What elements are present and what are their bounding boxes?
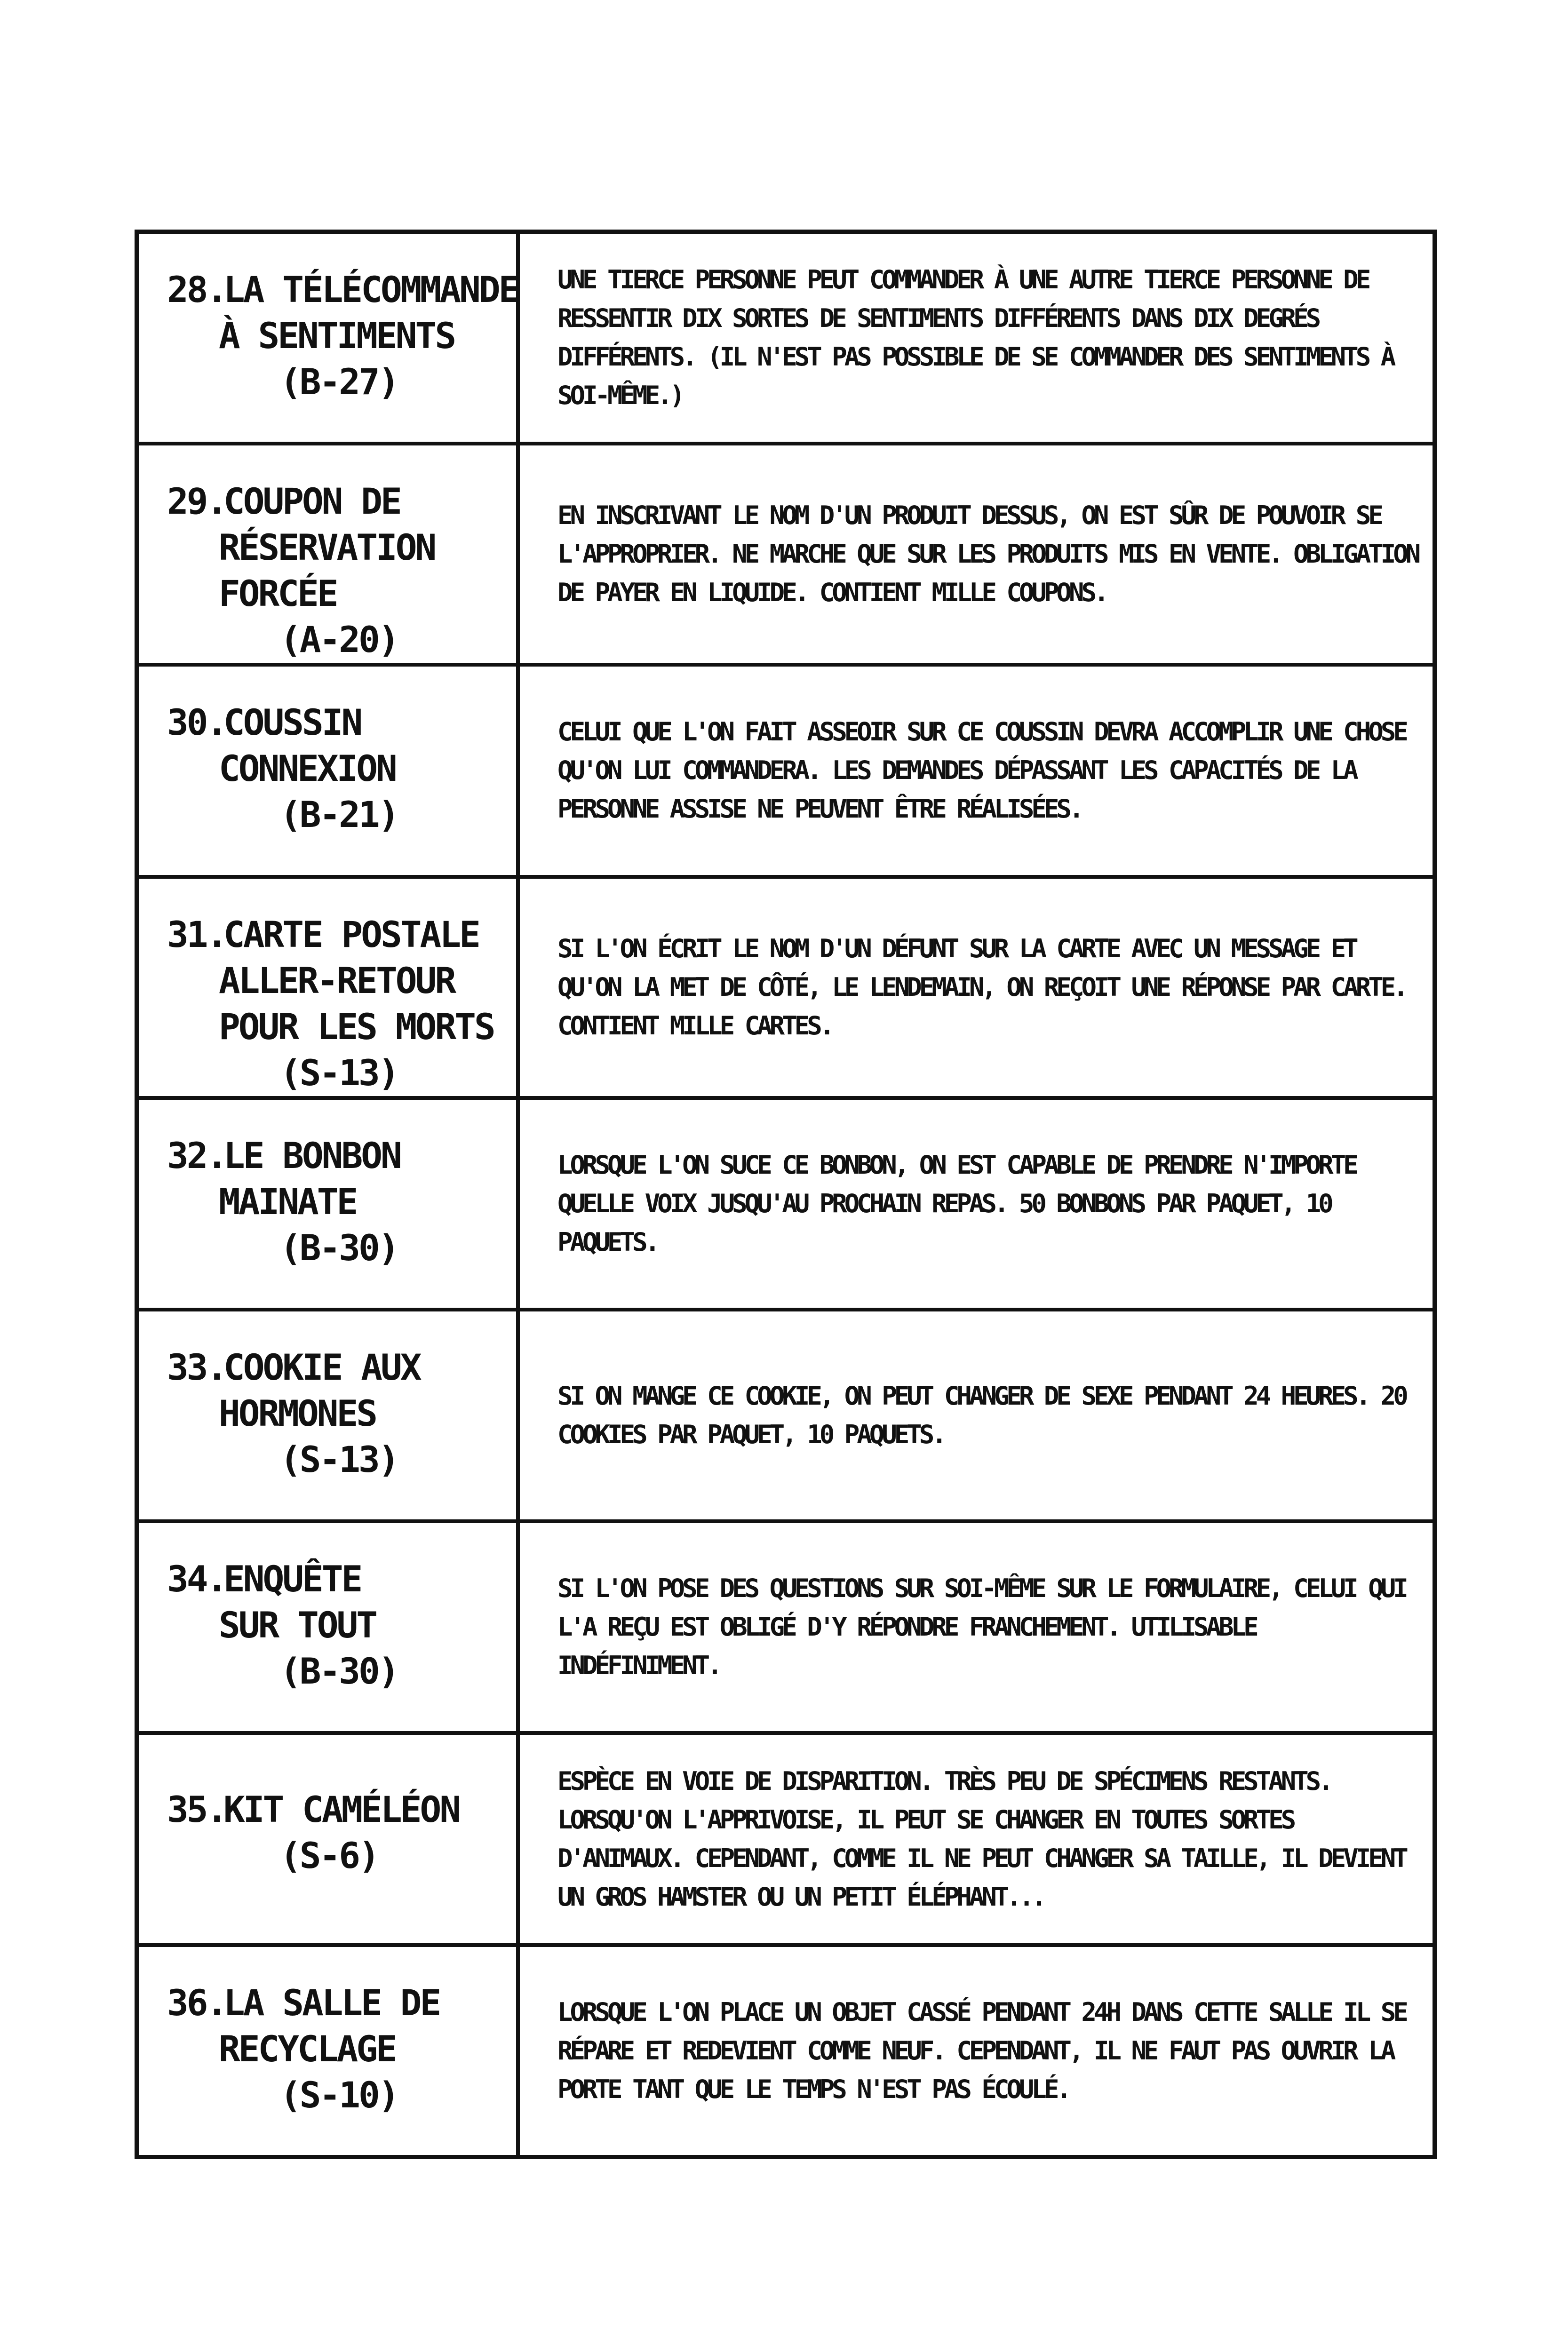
item-name-line: LA TÉLÉCOMMANDE	[223, 269, 518, 310]
item-name-line: RÉSERVATION	[219, 526, 435, 569]
item-code: (B-30)	[280, 1226, 398, 1269]
item-code: (S-13)	[280, 1051, 398, 1094]
item-description: EN INSCRIVANT LE NOM D'UN PRODUIT DESSUS, ON EST SÛR DE POUVOIR SE L'APPROPRIER. NE MARCHE QUE SUR LES PRODUITS MIS EN VENTE. OBLIGATION DE PAYER EN LIQUIDE. CONTIENT MILLE COUPONS.	[557, 501, 1418, 608]
item-description-cell	[520, 234, 1433, 442]
item-description-cell	[520, 445, 1433, 663]
item-name-line: LE BONBON	[223, 1134, 400, 1176]
item-code: (S-13)	[280, 1438, 398, 1480]
gadget-table	[135, 230, 1437, 2159]
item-number: 36.	[167, 1981, 226, 2024]
item-name-cell	[139, 445, 520, 663]
item-name-cell	[139, 667, 520, 874]
item-name-cell	[139, 1311, 520, 1519]
item-code: (S-6)	[280, 1835, 378, 1877]
item-name-line: CONNEXION	[219, 747, 396, 790]
item-code: (B-27)	[280, 361, 398, 403]
item-description-cell	[520, 1947, 1433, 2155]
item-description: LORSQUE L'ON PLACE UN OBJET CASSÉ PENDANT 24H DANS CETTE SALLE IL SE RÉPARE ET REDEVIENT COMME NEUF. CEPENDANT, IL NE FAUT PAS OUVRIR LA PORTE TANT QUE LE TEMPS N'EST PAS ÉCOULÉ.	[557, 1997, 1406, 2104]
item-description-cell	[520, 667, 1433, 874]
item-name-line: MAINATE	[219, 1180, 357, 1223]
item-number: 35.	[167, 1788, 226, 1831]
item-description-cell	[520, 1523, 1433, 1731]
item-description: LORSQUE L'ON SUCE CE BONBON, ON EST CAPABLE DE PRENDRE N'IMPORTE QUELLE VOIX JUSQU'AU PROCHAIN REPAS. 50 BONBONS PAR PAQUET, 10 PAQUETS.	[557, 1150, 1356, 1257]
item-number: 30.	[167, 701, 226, 744]
item-name-line: KIT CAMÉLÉON	[223, 1788, 460, 1831]
item-description: CELUI QUE L'ON FAIT ASSEOIR SUR CE COUSSIN DEVRA ACCOMPLIR UNE CHOSE QU'ON LUI COMMANDERA. LES DEMANDES DÉPASSANT LES CAPACITÉS DE LA PERSONNE ASSISE NE PEUVENT ÊTRE RÉALISÉES.	[557, 717, 1406, 824]
item-name-line: ENQUÊTE	[223, 1558, 361, 1600]
item-name-line: CARTE POSTALE	[223, 913, 479, 955]
item-number: 29.	[167, 480, 226, 523]
table-row	[139, 879, 1433, 1100]
item-code: (S-10)	[280, 2074, 398, 2116]
item-number: 31.	[167, 913, 226, 955]
item-description-cell	[520, 1311, 1433, 1519]
item-name-line: POUR LES MORTS	[219, 1005, 494, 1048]
item-number: 33.	[167, 1346, 226, 1388]
item-name-cell	[139, 1947, 520, 2155]
item-number: 28.	[167, 269, 226, 310]
item-description-cell	[520, 1100, 1433, 1308]
item-name-line: LA SALLE DE	[223, 1981, 440, 2024]
item-name-line: FORCÉE	[219, 572, 337, 615]
item-name-line: COOKIE AUX	[223, 1346, 420, 1388]
item-name-cell	[139, 879, 520, 1096]
item-name-line: ALLER-RETOUR	[219, 959, 455, 1001]
item-code: (B-21)	[280, 794, 398, 836]
item-number: 32.	[167, 1134, 226, 1176]
table-row	[139, 1523, 1433, 1735]
item-name-line: HORMONES	[219, 1392, 376, 1434]
item-name-line: SUR TOUT	[219, 1604, 376, 1646]
item-description-cell	[520, 879, 1433, 1096]
table-row	[139, 1947, 1433, 2155]
item-name-cell	[139, 234, 520, 442]
table-row	[139, 234, 1433, 445]
table-row	[139, 667, 1433, 878]
item-number: 34.	[167, 1558, 226, 1600]
item-name-line: RECYCLAGE	[219, 2027, 396, 2070]
item-name-line: À SENTIMENTS	[219, 315, 455, 357]
item-description: SI L'ON POSE DES QUESTIONS SUR SOI-MÊME SUR LE FORMULAIRE, CELUI QUI L'A REÇU EST OBLIGÉ D'Y RÉPONDRE FRANCHEMENT. UTILISABLE INDÉFINIMENT.	[557, 1573, 1406, 1681]
item-name-cell	[139, 1100, 520, 1308]
item-name-line: COUSSIN	[223, 701, 361, 744]
table-row	[139, 1311, 1433, 1523]
item-description: SI ON MANGE CE COOKIE, ON PEUT CHANGER DE SEXE PENDANT 24 HEURES. 20 COOKIES PAR PAQUET, 10 PAQUETS.	[557, 1381, 1406, 1449]
item-description: SI L'ON ÉCRIT LE NOM D'UN DÉFUNT SUR LA CARTE AVEC UN MESSAGE ET QU'ON LA MET DE CÔTÉ, LE LENDEMAIN, ON REÇOIT UNE RÉPONSE PAR CARTE. CONTIENT MILLE CARTES.	[557, 933, 1406, 1041]
item-name-line: COUPON DE	[223, 480, 400, 523]
item-name-cell	[139, 1523, 520, 1731]
table-row	[139, 445, 1433, 667]
item-code: (A-20)	[280, 619, 398, 661]
item-code: (B-30)	[280, 1650, 398, 1692]
item-description: UNE TIERCE PERSONNE PEUT COMMANDER À UNE AUTRE TIERCE PERSONNE DE RESSENTIR DIX SORTES DE SENTIMENTS DIFFÉRENTS DANS DIX DEGRÉS DIFFÉRENTS. (IL N'EST PAS POSSIBLE DE SE COMMANDER DES SENTIMENTS À SOI-MÊME.)	[557, 265, 1393, 411]
item-name-cell	[139, 1735, 520, 1943]
table-row	[139, 1100, 1433, 1311]
item-description-cell	[520, 1735, 1433, 1943]
table-row	[139, 1735, 1433, 1947]
item-description: ESPÈCE EN VOIE DE DISPARITION. TRÈS PEU DE SPÉCIMENS RESTANTS. LORSQU'ON L'APPRIVOISE, IL PEUT SE CHANGER EN TOUTES SORTES D'ANIMAUX. CEPENDANT, COMME IL NE PEUT CHANGER SA TAILLE, IL DEVIENT UN GROS HAMSTER OU UN PETIT ÉLÉPHANT...	[557, 1766, 1406, 1912]
